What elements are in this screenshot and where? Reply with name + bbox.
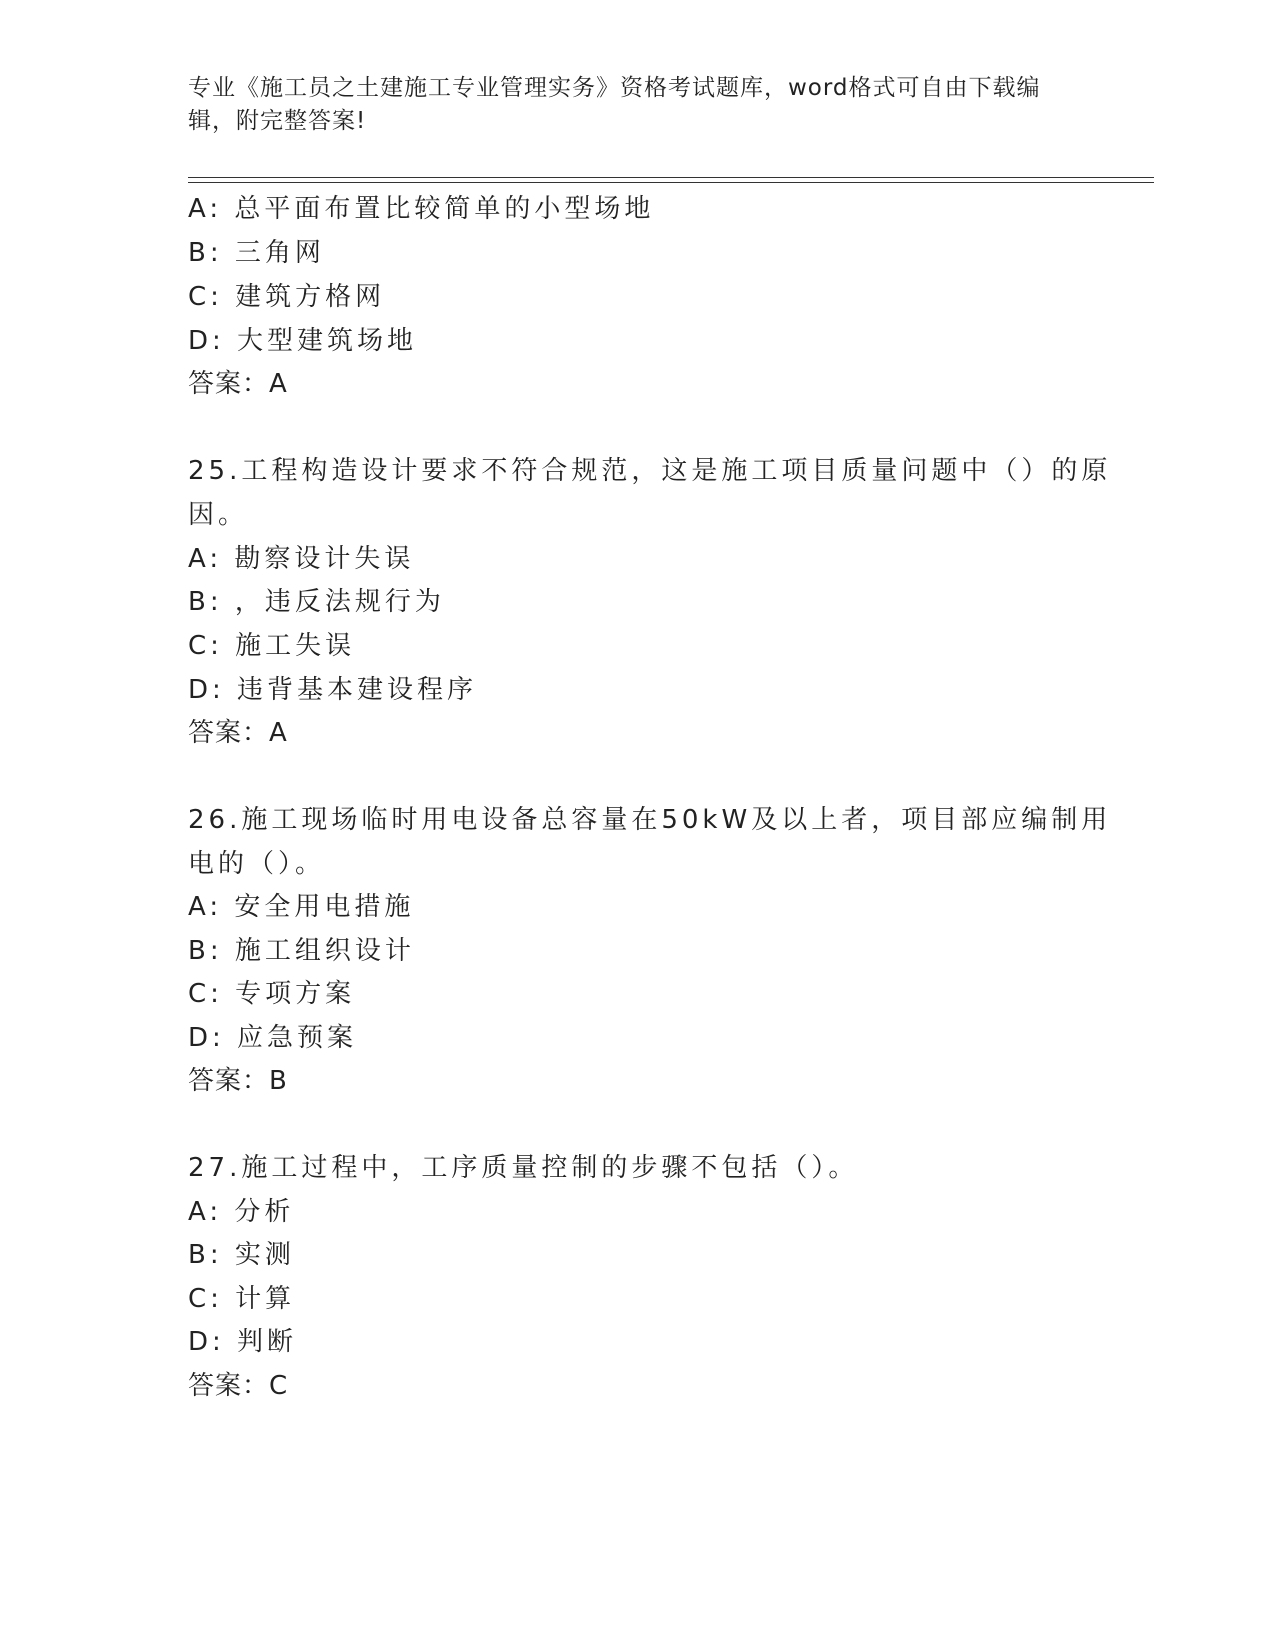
option-c: C: 计算 xyxy=(188,1284,296,1314)
answer: 答案：A xyxy=(188,369,288,399)
option-b: B: 实测 xyxy=(188,1240,295,1270)
option-d: D: 判断 xyxy=(188,1327,298,1357)
header-line-1: 专业《施工员之土建施工专业管理实务》资格考试题库，word格式可自由下载编 xyxy=(188,75,1041,101)
question-stem-cont: 电的（）。 xyxy=(188,849,326,879)
option-c: C: 专项方案 xyxy=(188,979,356,1009)
document-header xyxy=(188,72,1068,138)
question-stem: 27.施工过程中，工序质量控制的步骤不包括（）。 xyxy=(188,1153,859,1183)
option-d: D: 应急预案 xyxy=(188,1023,358,1053)
answer: 答案：A xyxy=(188,718,288,748)
header-divider-top xyxy=(188,177,1154,178)
option-b: B: 三角网 xyxy=(188,238,325,268)
option-a: A: 分析 xyxy=(188,1197,295,1227)
answer: 答案：B xyxy=(188,1066,288,1096)
option-c: C: 建筑方格网 xyxy=(188,282,386,312)
option-a: A: 安全用电措施 xyxy=(188,892,415,922)
header-line-2: 辑，附完整答案! xyxy=(188,108,367,134)
option-b: B: 施工组织设计 xyxy=(188,936,415,966)
question-stem-cont: 因。 xyxy=(188,500,249,530)
option-b: B: ，违反法规行为 xyxy=(188,587,445,617)
option-a: A: 总平面布置比较简单的小型场地 xyxy=(188,194,655,224)
option-d: D: 违背基本建设程序 xyxy=(188,675,478,705)
question-stem: 25.工程构造设计要求不符合规范，这是施工项目质量问题中（）的原 xyxy=(188,456,1112,486)
header-divider-bottom xyxy=(188,182,1154,183)
answer: 答案：C xyxy=(188,1371,289,1401)
option-a: A: 勘察设计失误 xyxy=(188,544,415,574)
option-c: C: 施工失误 xyxy=(188,631,356,661)
question-stem: 26.施工现场临时用电设备总容量在50kW及以上者，项目部应编制用 xyxy=(188,805,1112,835)
option-d: D: 大型建筑场地 xyxy=(188,326,418,356)
